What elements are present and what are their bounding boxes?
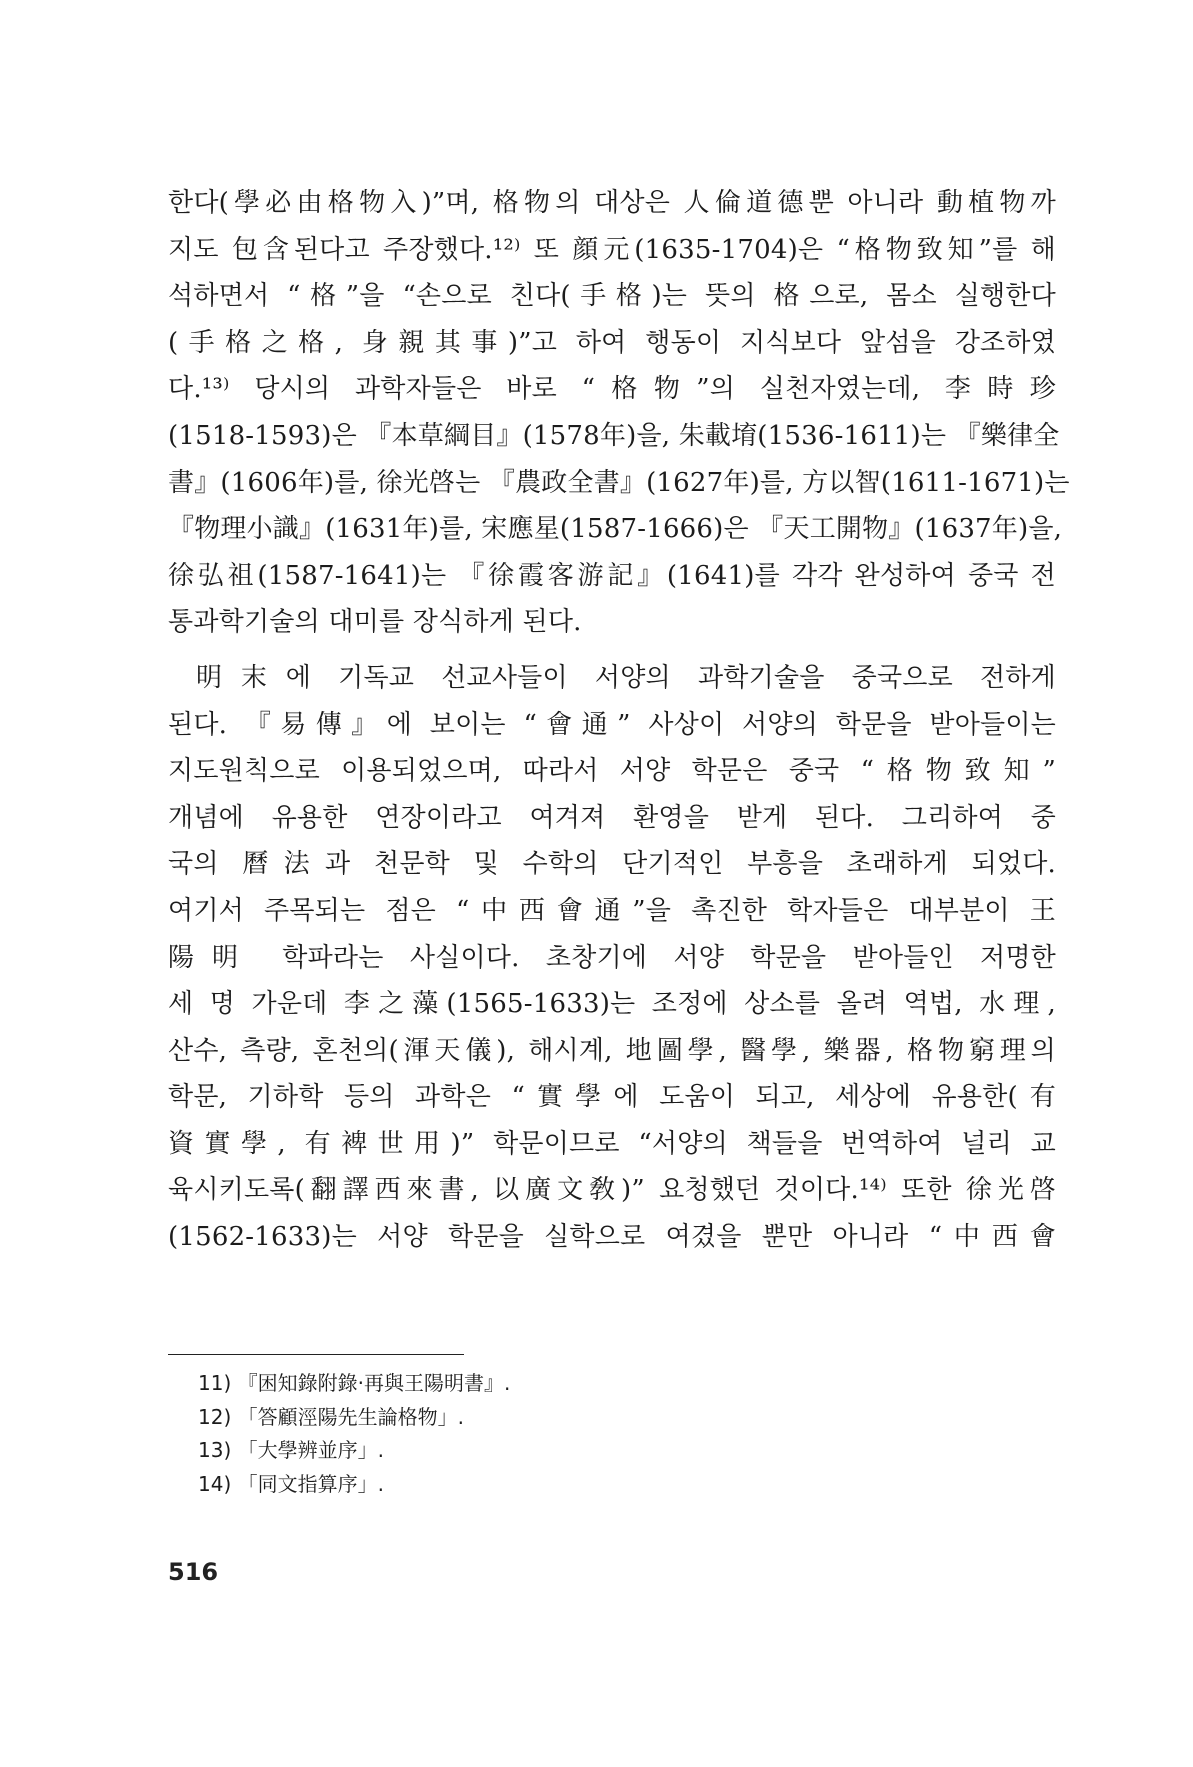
text-line: 지도원칙으로 이용되었으며, 따라서 서양 학문은 중국 “格物致知” xyxy=(168,756,1056,787)
text-line: (1562-1633)는 서양 학문을 실학으로 여겼을 뿐만 아니라 “中西會 xyxy=(168,1222,1056,1253)
text-line: 산수, 측량, 혼천의(渾天儀), 해시계, 地圖學, 醫學, 樂器, 格物窮理의 xyxy=(168,1035,1056,1066)
text-line: (手格之格, 身親其事)”고 하여 행동이 지식보다 앞섬을 강조하였 xyxy=(168,327,1056,358)
text-line: 한다(學必由格物入)”며, 格物의 대상은 人倫道德뿐 아니라 動植物까 xyxy=(168,188,1056,218)
footnote: 13) 「大學辨並序」. xyxy=(198,1438,384,1462)
page-number: 516 xyxy=(168,1558,219,1586)
text-line: 書』(1606年)를, 徐光啓는 『農政全書』(1627年)를, 方以智(1611-1671)는 xyxy=(168,467,1070,498)
text-line: (1518-1593)은 『本草綱目』(1578年)을, 朱載堉(1536-1611)는 『樂律全 xyxy=(168,420,1060,451)
text-line: 明末에 기독교 선교사들이 서양의 과학기술을 중국으로 전하게 xyxy=(196,662,1056,693)
text-line: 다.¹³⁾ 당시의 과학자들은 바로 “格物”의 실천자였는데, 李時珍 xyxy=(168,374,1056,405)
text-line: 개념에 유용한 연장이라고 여겨져 환영을 받게 된다. 그리하여 중 xyxy=(168,802,1056,833)
text-line: 육시키도록(翻譯西來書, 以廣文敎)” 요청했던 것이다.¹⁴⁾ 또한 徐光啓 xyxy=(168,1175,1056,1206)
footnote: 12) 「答顧涇陽先生論格物」. xyxy=(198,1404,464,1429)
text-line: 국의 曆法과 천문학 및 수학의 단기적인 부흥을 초래하게 되었다. xyxy=(168,849,1056,880)
text-line: 세 명 가운데 李之藻(1565-1633)는 조정에 상소를 올려 역법, 水理, xyxy=(168,989,1056,1020)
text-line: 지도 包含된다고 주장했다.¹²⁾ 또 顔元(1635-1704)은 “格物致知”를 해 xyxy=(168,234,1056,265)
text-line: 徐弘祖(1587-1641)는 『徐霞客游記』(1641)를 각각 완성하여 중국 전 xyxy=(168,560,1056,591)
body-text xyxy=(168,180,1070,1261)
footnote: 11) 『困知錄附錄·再與王陽明書』. xyxy=(198,1371,511,1395)
text-line: 학문, 기하학 등의 과학은 “實學에 도움이 되고, 세상에 유용한(有 xyxy=(168,1082,1056,1113)
footnote-divider xyxy=(168,1354,464,1355)
paragraph-gap xyxy=(168,646,1056,655)
text-line: 된다. 『易傳』에 보이는 “會通” 사상이 서양의 학문을 받아들이는 xyxy=(168,709,1056,740)
text-line: 『物理小識』(1631年)를, 宋應星(1587-1666)은 『天工開物』(1637年)을, xyxy=(168,514,1063,545)
text-line: 통과학기술의 대미를 장식하게 된다. xyxy=(168,607,582,638)
footnotes xyxy=(198,1367,898,1501)
footnote: 14) 「同文指算序」. xyxy=(198,1471,384,1496)
text-line: 資實學, 有裨世用)” 학문이므로 “서양의 책들을 번역하여 널리 교 xyxy=(168,1128,1056,1159)
text-line: 석하면서 “格”을 “손으로 친다(手格)는 뜻의 格으로, 몸소 실행한다 xyxy=(168,281,1056,312)
text-line: 여기서 주목되는 점은 “中西會通”을 촉진한 학자들은 대부분이 王 xyxy=(168,895,1056,926)
text-line: 陽明 학파라는 사실이다. 초창기에 서양 학문을 받아들인 저명한 xyxy=(168,942,1056,973)
